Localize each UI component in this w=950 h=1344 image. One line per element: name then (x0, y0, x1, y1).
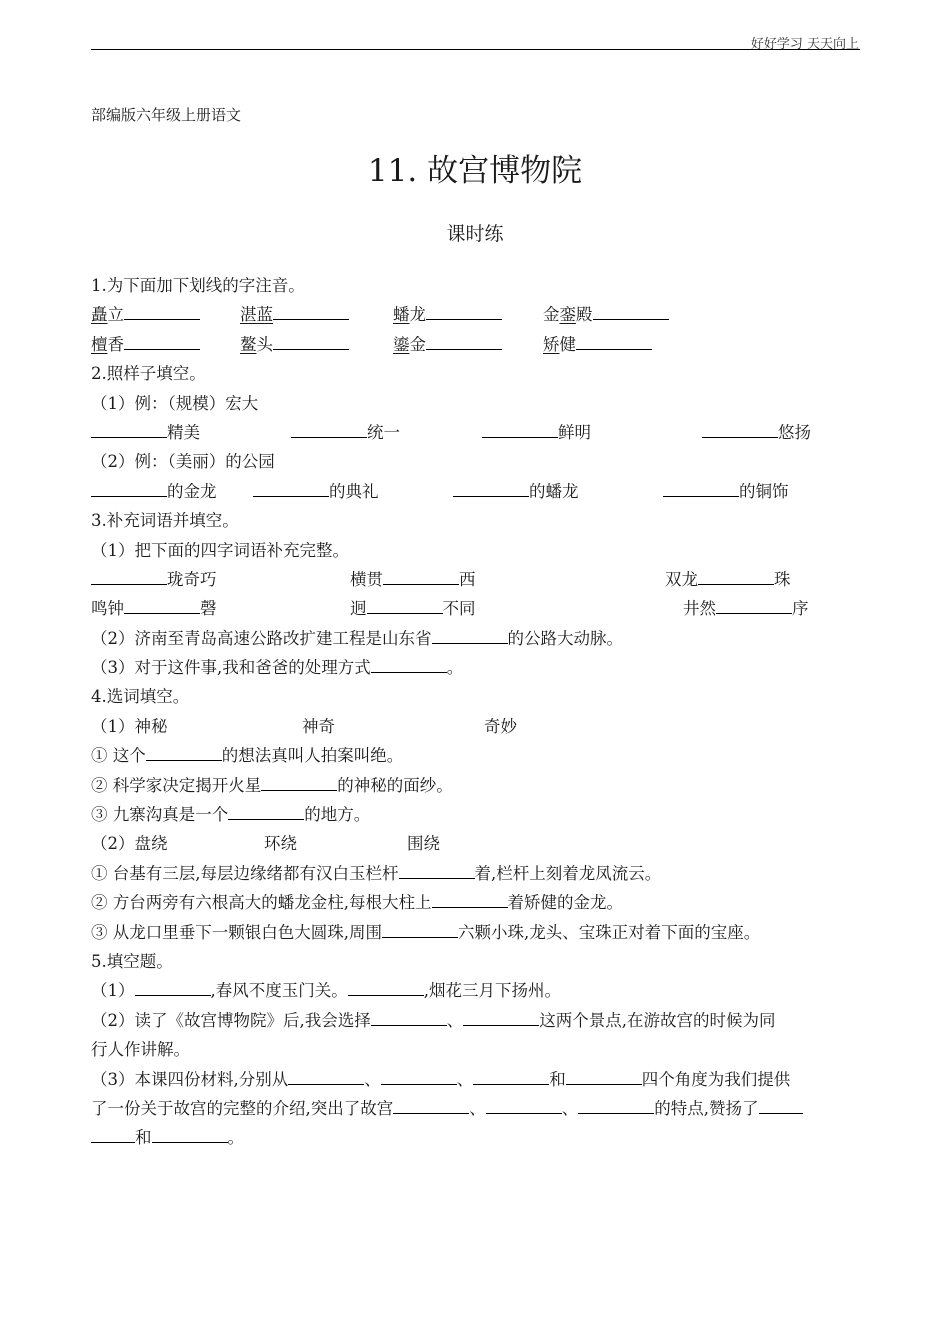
q1-heading: 1.为下面加下划线的字注音。 (91, 276, 305, 295)
q4-group1-sentence: ① 这个 的想法真叫人拍案叫绝。 (91, 746, 404, 766)
q5-part3: （3）本课四份材料,分别从 、 、 和 四个角度为我们提供 (91, 1069, 791, 1089)
idiom-item: 横贯 西 (350, 569, 476, 589)
word-option: 围绕 (407, 834, 440, 854)
answer-blank[interactable] (473, 1069, 549, 1085)
q1-row-1 (91, 300, 860, 329)
answer-blank[interactable] (91, 569, 167, 585)
q3-part3: （3）对于这件事,我和爸爸的处理方式 。 (91, 658, 464, 678)
q3-heading: 3.补充词语并填空。 (91, 511, 239, 531)
q4-group2-sentence: ① 台基有三层,每层边缘绪都有汉白玉栏杆 着,栏杆上刻着龙凤流云。 (91, 863, 662, 883)
fill-item: 悠扬 (702, 418, 811, 447)
q5-part1: （1） ,春风不度玉门关。 ,烟花三月下扬州。 (91, 981, 561, 1001)
answer-blank[interactable] (371, 1010, 447, 1026)
answer-blank[interactable] (367, 598, 443, 614)
q5-heading: 5.填空题。 (91, 951, 173, 971)
answer-blank[interactable] (291, 422, 367, 438)
fill-item: 的铜饰 (663, 477, 789, 506)
answer-blank[interactable] (576, 334, 652, 350)
pinyin-item: 檀香 (91, 330, 200, 359)
pinyin-item: 湛蓝 (240, 300, 349, 329)
answer-blank[interactable] (566, 1069, 642, 1085)
header-rule (91, 49, 860, 50)
answer-blank[interactable] (393, 1098, 469, 1114)
answer-blank[interactable] (426, 334, 502, 350)
answer-blank[interactable] (253, 481, 329, 497)
q4-group1-words (91, 712, 860, 741)
idiom-item: 珑奇巧 (91, 565, 217, 594)
answer-blank[interactable] (382, 922, 458, 938)
answer-blank[interactable] (146, 745, 222, 761)
answer-blank[interactable] (381, 1069, 457, 1085)
answer-blank[interactable] (432, 628, 508, 644)
answer-blank[interactable] (399, 863, 475, 879)
answer-blank[interactable] (228, 804, 304, 820)
answer-blank[interactable] (91, 481, 167, 497)
q4-heading: 4.选词填空。 (91, 687, 190, 707)
idiom-item: 鸣钟 磬 (91, 599, 217, 619)
q2-part2-row (91, 477, 860, 506)
q1-row-2 (91, 330, 860, 359)
answer-blank[interactable] (371, 657, 447, 673)
idiom-item: 迥 不同 (350, 599, 476, 619)
answer-blank[interactable] (759, 1098, 803, 1114)
header-motto: 好好学习 天天向上 (750, 37, 859, 52)
fill-item: 的典礼 (253, 477, 379, 506)
answer-blank[interactable] (578, 1098, 654, 1114)
answer-blank[interactable] (593, 304, 669, 320)
answer-blank[interactable] (698, 569, 774, 585)
answer-blank[interactable] (91, 422, 167, 438)
fill-item: 精美 (91, 418, 200, 447)
answer-blank[interactable] (663, 481, 739, 497)
q4-group2-sentence: ③ 从龙口里垂下一颗银白色大圆珠,周围 六颗小珠,龙头、宝珠正对着下面的宝座。 (91, 922, 761, 942)
answer-blank[interactable] (463, 1010, 539, 1026)
pinyin-item: 鳌头 (240, 330, 349, 359)
answer-blank[interactable] (348, 980, 424, 996)
fill-item: 的蟠龙 (453, 477, 579, 506)
page-subtitle: 课时练 (446, 223, 504, 245)
q3-part1-instruction: （1）把下面的四字词语补充完整。 (91, 540, 349, 560)
answer-blank[interactable] (702, 422, 778, 438)
word-option: 神奇 (302, 716, 335, 736)
word-option: 环绕 (264, 834, 297, 854)
answer-blank[interactable] (273, 304, 349, 320)
answer-blank[interactable] (124, 334, 200, 350)
word-option: （1）神秘 (91, 716, 168, 736)
fill-item: 的金龙 (91, 477, 217, 506)
q2-heading: 2.照样子填空。 (91, 364, 206, 384)
answer-blank[interactable] (426, 304, 502, 320)
subject-label: 部编版六年级上册语文 (91, 106, 242, 124)
answer-blank[interactable] (453, 481, 529, 497)
idiom-item: 井然 序 (683, 599, 809, 619)
answer-blank[interactable] (432, 892, 508, 908)
word-option: （2）盘绕 (91, 834, 168, 854)
q3-idiom-row-2 (91, 594, 860, 623)
worksheet-body (91, 271, 860, 1153)
pinyin-item: 矗立 (91, 300, 200, 329)
pinyin-item: 矫健 (543, 330, 652, 359)
answer-blank[interactable] (124, 598, 200, 614)
q3-part2: （2）济南至青岛高速公路改扩建工程是山东省 的公路大动脉。 (91, 628, 623, 648)
q2-part1-row (91, 418, 860, 447)
q4-group2-sentence: ② 方台两旁有六根高大的蟠龙金柱,每根大柱上 着矫健的金龙。 (91, 893, 623, 913)
idiom-item: 双龙 珠 (665, 569, 791, 589)
fill-item: 鲜明 (482, 418, 591, 447)
pinyin-item: 鎏金 (393, 330, 502, 359)
page-title: 11. 故宫博物院 (367, 153, 583, 189)
q3-idiom-row-1 (91, 565, 860, 594)
answer-blank[interactable] (482, 422, 558, 438)
answer-blank[interactable] (261, 775, 337, 791)
answer-blank[interactable] (273, 334, 349, 350)
answer-blank[interactable] (124, 304, 200, 320)
answer-blank[interactable] (383, 569, 459, 585)
q4-group1-sentence: ② 科学家决定揭开火星 的神秘的面纱。 (91, 775, 453, 795)
q4-group2-words (91, 829, 860, 858)
pinyin-item: 蟠龙 (393, 300, 502, 329)
q5-part3-cont: 了一份关于故宫的完整的介绍,突出了故宫 、 、 的特点,赞扬了 (91, 1094, 860, 1123)
q2-part1-example: （1）例：（规模）宏大 (91, 393, 259, 413)
answer-blank[interactable] (486, 1098, 562, 1114)
answer-blank[interactable] (716, 598, 792, 614)
word-option: 奇妙 (484, 716, 517, 736)
fill-item: 统一 (291, 418, 400, 447)
answer-blank[interactable] (288, 1069, 364, 1085)
q4-group1-sentence: ③ 九寨沟真是一个 的地方。 (91, 805, 371, 825)
answer-blank[interactable] (135, 980, 211, 996)
q5-part2-cont: 行人作讲解。 (91, 1040, 190, 1060)
answer-blank[interactable] (91, 1127, 135, 1143)
answer-blank[interactable] (152, 1127, 228, 1143)
q5-part3-end: 和 。 (91, 1123, 860, 1152)
pinyin-item: 金銮殿 (543, 300, 669, 329)
q5-part2: （2）读了《故宫博物院》后,我会选择 、 这两个景点,在游故宫的时候为同 (91, 1010, 776, 1030)
q2-part2-example: （2）例：（美丽）的公园 (91, 452, 275, 472)
